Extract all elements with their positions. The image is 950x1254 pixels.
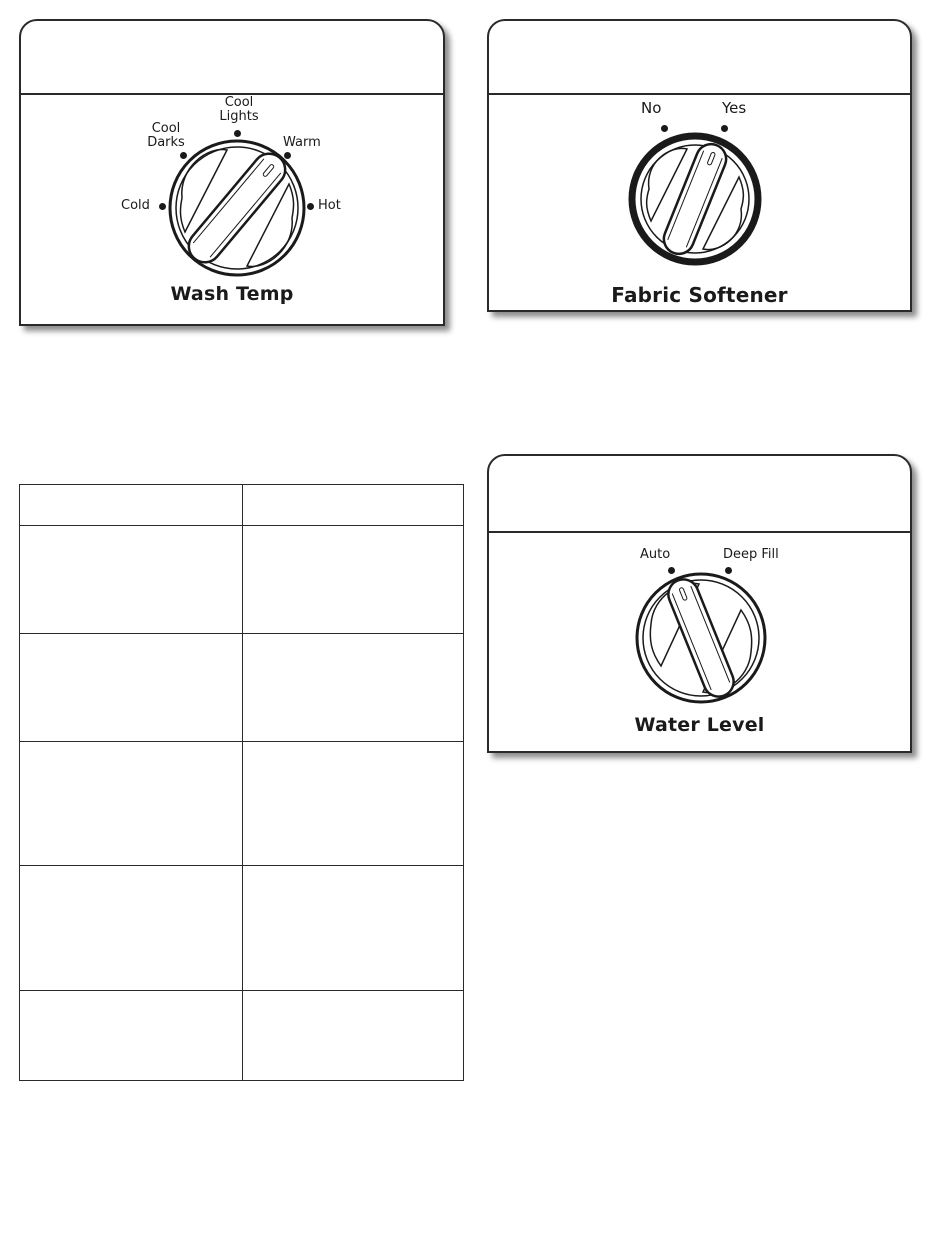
table-row: [20, 991, 464, 1081]
wash-temp-knob[interactable]: [21, 21, 443, 324]
option-cool-darks-line1: Cool: [151, 121, 181, 136]
table-cell: [243, 866, 464, 991]
table-row: [20, 526, 464, 634]
option-deep-fill: Deep Fill: [723, 547, 779, 562]
option-cold: Cold: [121, 198, 150, 213]
option-cool-lights-line2: Lights: [219, 109, 259, 124]
no-dot: [661, 125, 668, 132]
warm-dot: [284, 152, 291, 159]
table-cell: [20, 526, 243, 634]
wash-temp-label: Wash Temp: [170, 283, 294, 305]
table-cell: [20, 485, 243, 526]
option-no: No: [641, 99, 662, 117]
table-row: [20, 742, 464, 866]
table-cell: [243, 634, 464, 742]
option-cool-lights: [214, 96, 264, 124]
option-auto: Auto: [640, 547, 671, 562]
water-level-label: Water Level: [634, 714, 765, 736]
option-cool-darks-line2: Darks: [147, 135, 185, 150]
cool-darks-dot: [180, 152, 187, 159]
table-cell: [20, 866, 243, 991]
cool-lights-dot: [234, 130, 241, 137]
table-cell: [20, 991, 243, 1081]
fabric-softener-knob[interactable]: [489, 21, 910, 310]
fabric-softener-panel: [487, 19, 912, 312]
wash-temp-panel: [19, 19, 445, 326]
table-cell: [20, 634, 243, 742]
fabric-softener-label: Fabric Softener: [611, 283, 788, 307]
water-level-knob[interactable]: [489, 456, 910, 751]
table-row: [20, 634, 464, 742]
table-cell: [20, 742, 243, 866]
option-cool-lights-line1: Cool: [224, 95, 254, 110]
table-cell: [243, 526, 464, 634]
table-cell: [243, 742, 464, 866]
yes-dot: [721, 125, 728, 132]
deep-fill-dot: [725, 567, 732, 574]
cold-dot: [159, 203, 166, 210]
table-row: [20, 866, 464, 991]
water-level-panel: [487, 454, 912, 753]
hot-dot: [307, 203, 314, 210]
option-cool-darks: [141, 122, 191, 150]
table-cell: [243, 991, 464, 1081]
option-warm: Warm: [283, 135, 321, 150]
option-yes: Yes: [722, 99, 747, 117]
settings-table: [19, 484, 464, 1081]
table-header-row: [20, 485, 464, 526]
option-hot: Hot: [318, 198, 341, 213]
table-cell: [243, 485, 464, 526]
auto-dot: [668, 567, 675, 574]
